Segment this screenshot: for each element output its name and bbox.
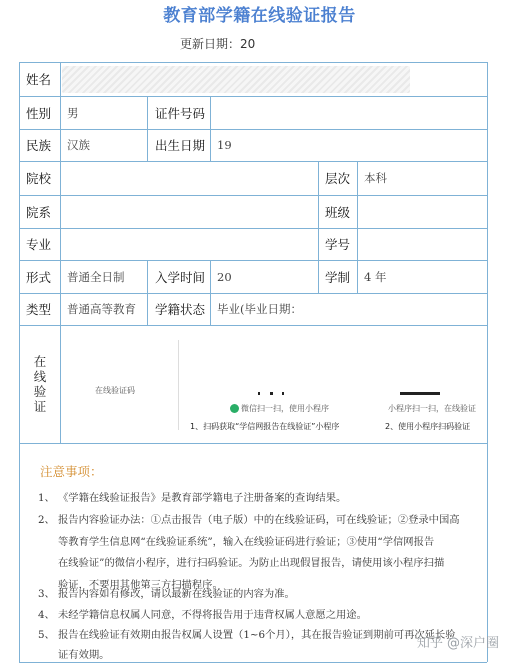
notice-line: 验证，不要用其他第三方扫描程序。 <box>58 578 223 591</box>
gender-value: 男 <box>67 105 79 120</box>
id-label: 证件号码 <box>155 105 206 121</box>
type-value: 普通高等教育 <box>67 302 136 316</box>
name-label: 姓名 <box>26 72 52 87</box>
status-value: 毕业(毕业日期： <box>217 302 302 316</box>
ethnicity-value: 汉族 <box>67 138 90 152</box>
table-border <box>147 96 148 161</box>
notice-item <box>38 584 478 606</box>
class-label: 班级 <box>325 204 351 220</box>
level-label: 层次 <box>325 171 351 186</box>
mini-qr-fragment <box>400 392 440 395</box>
enroll-label: 入学时间 <box>155 269 206 285</box>
type-label: 类型 <box>26 302 52 317</box>
duration-value: 4 年 <box>364 269 387 284</box>
mini-caption: 小程序扫一扫，在线验证 <box>388 404 476 413</box>
report-title: 教育部学籍在线验证报告 <box>163 6 356 26</box>
form-label: 形式 <box>26 269 52 285</box>
table-border <box>487 62 488 662</box>
notice-line: 《学籍在线验证报告》是教育部学籍电子注册备案的查询结果。 <box>58 492 347 504</box>
name-redacted <box>62 66 410 93</box>
notice-number: 1、 <box>38 492 55 504</box>
verify-label <box>30 354 50 414</box>
table-border <box>19 62 487 63</box>
notice-line: 报告内容验证办法：①点击报告（电子版）中的在线验证码，可在线验证；②登录中国高 <box>58 514 460 526</box>
form-value: 普通全日制 <box>67 269 125 284</box>
qr-fragment <box>258 392 260 395</box>
major-label: 专业 <box>26 237 52 252</box>
notice-item <box>38 625 478 665</box>
birth-value: 19 <box>217 138 232 152</box>
wechat-icon <box>230 404 239 413</box>
verify-char: 证 <box>33 399 47 414</box>
verify-char: 线 <box>33 369 47 384</box>
notice-line: 报告在线验证有效期由报告权属人设置（1~6个月），其在报告验证到期前可再次延长验 <box>58 629 456 641</box>
qr-fragment <box>282 392 284 395</box>
table-border <box>19 161 487 162</box>
notice-item <box>38 488 478 510</box>
notice-number: 5、 <box>38 629 55 641</box>
gender-label: 性别 <box>26 105 52 121</box>
dept-label: 院系 <box>26 204 52 220</box>
table-border <box>19 62 20 662</box>
table-border <box>210 96 211 161</box>
notice-line: 未经学籍信息权属人同意，不得将报告用于违背权属人意愿之用途。 <box>58 609 367 621</box>
table-border <box>147 260 148 325</box>
table-border <box>19 443 487 444</box>
enroll-value: 20 <box>217 269 232 284</box>
wechat-caption <box>230 403 329 414</box>
table-border <box>60 62 61 443</box>
notice-item <box>38 605 478 627</box>
notice-number: 3、 <box>38 588 55 600</box>
birth-label: 出生日期 <box>155 138 206 153</box>
update-date: 更新日期：20 <box>180 37 256 51</box>
level-value: 本科 <box>364 171 387 185</box>
table-border <box>357 161 358 293</box>
duration-label: 学制 <box>325 269 351 285</box>
notice-line: 证有效期。 <box>58 649 110 661</box>
zhihu-watermark: 知乎 @深户圈 <box>416 636 499 651</box>
verify-char: 在 <box>33 354 47 369</box>
school-label: 院校 <box>26 171 52 186</box>
student-no-label: 学号 <box>325 237 351 252</box>
wechat-caption-text: 微信扫一扫，使用小程序 <box>241 404 329 413</box>
table-border <box>19 325 487 326</box>
notice-line: 在线验证”的微信小程序，进行扫码验证。为防止出现假冒报告，请使用该小程序扫描 <box>58 557 445 569</box>
qr-divider <box>178 340 179 430</box>
verify-step-1: 1、扫码获取“学信网报告在线验证”小程序 <box>190 422 340 431</box>
notice-line: 等教育学生信息网“在线验证系统”，输入在线验证码进行验证；③使用“学信网报告 <box>58 535 435 548</box>
ethnicity-label: 民族 <box>26 138 52 153</box>
verify-step-2: 2、使用小程序扫码验证 <box>385 422 471 431</box>
notice-number: 2、 <box>38 514 55 526</box>
notice-number: 4、 <box>38 609 55 621</box>
table-border <box>19 228 487 229</box>
notice-title: 注意事项： <box>40 464 103 479</box>
table-border <box>19 96 487 97</box>
table-border <box>318 161 319 293</box>
qr-fragment <box>270 392 273 395</box>
table-border <box>19 195 487 196</box>
verify-char: 验 <box>33 384 47 399</box>
status-label: 学籍状态 <box>155 302 206 317</box>
table-border <box>210 260 211 325</box>
wechat-qr-area <box>230 392 330 396</box>
notice-line: 报告内容如有修改，请以最新在线验证的内容为准。 <box>58 588 295 600</box>
verify-code-caption: 在线验证码 <box>95 386 135 395</box>
